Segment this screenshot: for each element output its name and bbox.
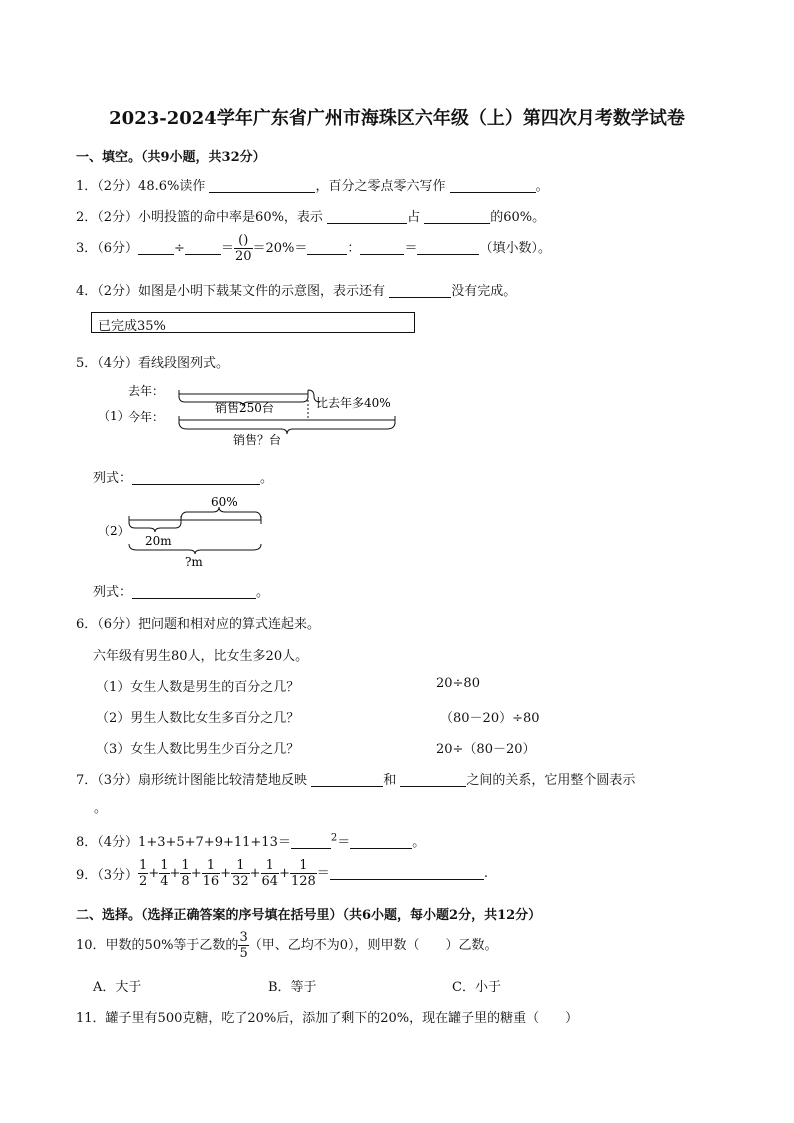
equals-sign: ＝ — [220, 241, 234, 256]
match-question[interactable]: （3）女生人数比男生少百分之几？ — [96, 742, 300, 757]
fraction-numerator: 1 — [160, 858, 169, 873]
fraction — [238, 930, 248, 961]
diagram-1-number: （1） — [98, 409, 130, 423]
label-sold-250: 销售250台 — [215, 401, 274, 415]
label-60-percent: 60% — [211, 495, 238, 509]
fraction-numerator: 1 — [231, 858, 250, 874]
question-2-text: 2．（2分）小明投篮的命中率是60%，表示 — [76, 210, 323, 225]
question-11: 11．罐子里有500克糖，吃了20%后，添加了剩下的20%，现在罐子里的糖重（ ） — [76, 1011, 579, 1026]
answer-blank[interactable] — [400, 772, 466, 787]
fraction-denominator: 20 — [234, 249, 252, 264]
formula-label: 列式： — [93, 471, 133, 486]
line-segment-diagram-1 — [95, 376, 415, 452]
fraction — [234, 233, 253, 264]
fraction — [202, 858, 221, 889]
brace-total — [179, 422, 395, 434]
question-3-text-2: ＝20%＝ — [252, 241, 308, 256]
fraction-numerator: 1 — [202, 858, 221, 874]
question-4-text: 4．（2分）如图是小明下载某文件的示意图，表示还有 — [76, 284, 386, 299]
formula-label: 列式： — [93, 585, 133, 600]
equals-sign: ＝ — [337, 835, 351, 850]
answer-blank[interactable] — [327, 209, 407, 224]
fraction-denominator: 64 — [261, 874, 279, 889]
answer-blank[interactable] — [307, 240, 347, 255]
question-8 — [76, 831, 425, 850]
label-last-year: 去年： — [128, 384, 165, 398]
option-a[interactable]: A．大于 — [93, 980, 142, 995]
fraction-numerator: () — [234, 233, 253, 249]
question-7 — [76, 769, 635, 788]
label-20m: 20m — [145, 534, 172, 548]
question-7-text-3: 之间的关系，它用整个圆表示 — [466, 773, 636, 788]
option-b[interactable]: B．等于 — [268, 980, 317, 995]
question-2-end: 的60%。 — [490, 210, 546, 225]
download-progress-box: 已完成35% — [91, 312, 415, 333]
question-8-end: 。 — [412, 835, 426, 850]
question-7-text: 7．（3分）扇形统计图能比较清楚地反映 — [76, 773, 308, 788]
match-formula[interactable]: 20÷80 — [436, 676, 480, 691]
question-6: 6．（6分）把问题和相对应的算式连起来。 — [76, 617, 321, 632]
question-1-text: 1．（2分）48.6%读作 — [76, 179, 206, 194]
question-3-text: 3．（6分） — [76, 241, 139, 256]
question-6-given: 六年级有男生80人，比女生多20人。 — [93, 649, 309, 664]
diagram-2-number: （2） — [98, 524, 130, 538]
answer-blank[interactable] — [291, 834, 331, 849]
question-3 — [76, 233, 551, 264]
plus-sign: + — [220, 866, 232, 881]
divide-sign: ÷ — [174, 241, 185, 256]
fraction-denominator: 16 — [202, 874, 220, 889]
question-9 — [76, 858, 488, 889]
question-10-text: 10．甲数的50%等于乙数的 — [76, 938, 239, 953]
fraction-denominator: 32 — [232, 874, 249, 889]
fraction-denominator: 2 — [139, 874, 148, 889]
fraction-numerator: 1 — [181, 858, 190, 873]
fraction-numerator: 3 — [239, 930, 248, 945]
equals-sign: ＝ — [404, 241, 418, 256]
answer-blank[interactable] — [350, 834, 412, 849]
question-9-end: . — [483, 866, 488, 881]
plus-sign: + — [279, 866, 290, 881]
fraction — [231, 858, 250, 889]
formula-line-1 — [93, 467, 273, 486]
answer-blank[interactable] — [330, 865, 484, 880]
fraction-denominator: 128 — [290, 874, 316, 889]
match-question[interactable]: （1）女生人数是男生的百分之几？ — [96, 680, 300, 695]
formula-end: 。 — [260, 471, 274, 486]
plus-sign: + — [169, 866, 181, 881]
answer-blank[interactable] — [360, 240, 404, 255]
answer-blank[interactable] — [209, 178, 315, 193]
answer-blank[interactable] — [138, 240, 174, 255]
question-1-end: 。 — [535, 179, 549, 194]
question-10-text-2: （甲、乙均不为0），则甲数（ ）乙数。 — [248, 938, 498, 953]
question-2-text-2: 占 — [407, 210, 421, 225]
line-segment-diagram-2 — [95, 490, 270, 570]
question-3-end: （填小数）。 — [479, 241, 551, 256]
answer-blank[interactable] — [389, 283, 451, 298]
answer-blank[interactable] — [132, 470, 260, 485]
question-4 — [76, 280, 516, 299]
section-2-heading: 二、选择。（选择正确答案的序号填在括号里）（共6小题，每小题2分，共12分） — [76, 908, 542, 923]
question-4-end: 没有完成。 — [451, 284, 517, 299]
question-7-end: 。 — [94, 801, 108, 816]
question-2 — [76, 206, 545, 225]
question-8-text: 8．（4分）1+3+5+7+9+11+13＝ — [76, 835, 291, 850]
fraction-numerator: 1 — [290, 858, 317, 874]
answer-blank[interactable] — [417, 240, 479, 255]
fraction-numerator: 1 — [139, 858, 148, 873]
fraction — [261, 858, 280, 889]
equals-sign: ＝ — [316, 866, 330, 881]
answer-blank[interactable] — [132, 584, 256, 599]
answer-blank[interactable] — [450, 178, 536, 193]
match-formula[interactable]: 20÷（80－20） — [436, 742, 536, 757]
fraction — [290, 858, 317, 889]
fraction-denominator: 5 — [239, 946, 248, 961]
question-10 — [76, 930, 498, 961]
page-title: 2023-2024学年广东省广州市海珠区六年级（上）第四次月考数学试卷 — [109, 108, 685, 129]
fraction-denominator: 4 — [160, 874, 169, 889]
brace-20m — [129, 522, 181, 532]
fraction — [138, 858, 148, 889]
answer-blank[interactable] — [424, 209, 490, 224]
answer-blank[interactable] — [311, 772, 383, 787]
colon-sign: ： — [347, 241, 361, 256]
section-1-heading: 一、填空。（共9小题，共32分） — [76, 150, 266, 165]
label-more-40: 比去年多40% — [316, 396, 391, 410]
formula-line-2 — [93, 581, 269, 600]
label-unknown-m: ?m — [185, 555, 203, 569]
question-5: 5．（4分）看线段图列式。 — [76, 356, 230, 371]
question-1-text-2: ，百分之零点零六写作 — [315, 179, 446, 194]
answer-blank[interactable] — [185, 240, 221, 255]
plus-sign: + — [190, 866, 202, 881]
question-7-text-2: 和 — [383, 773, 397, 788]
fraction — [180, 858, 190, 889]
label-this-year: 今年： — [128, 410, 165, 424]
label-sold-unknown: 销售？台 — [233, 433, 282, 447]
formula-end: 。 — [256, 585, 270, 600]
match-question[interactable]: （2）男生人数比女生多百分之几？ — [96, 711, 300, 726]
fraction-denominator: 8 — [181, 874, 190, 889]
option-c[interactable]: C．小于 — [452, 980, 501, 995]
plus-sign: + — [148, 866, 160, 881]
fraction-numerator: 1 — [261, 858, 280, 874]
match-formula[interactable]: （80－20）÷80 — [440, 711, 540, 726]
fraction — [159, 858, 169, 889]
question-1 — [76, 175, 549, 194]
plus-sign: + — [249, 866, 261, 881]
exponent: 2 — [330, 832, 338, 844]
question-9-text: 9．（3分） — [76, 868, 139, 883]
